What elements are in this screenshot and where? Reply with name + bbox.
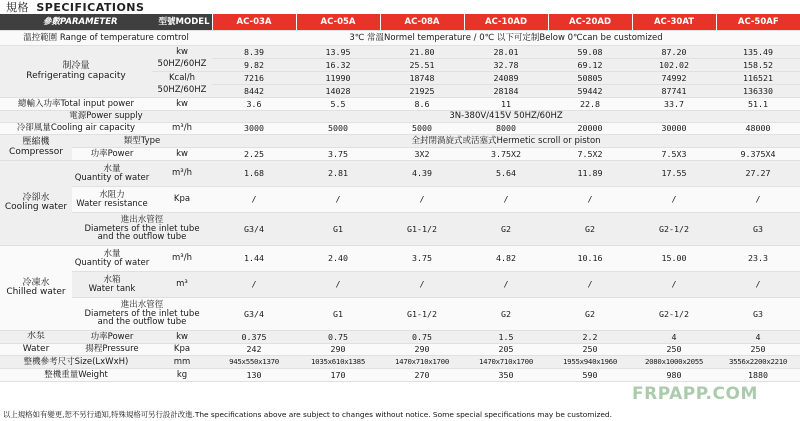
model-label: 型號MODEL [158, 16, 210, 27]
model-col: AC-08A [380, 14, 464, 31]
cooling-water-res-cell: / [716, 187, 800, 213]
compressor-type-value: 全封閉渦旋式或活塞式Hermetic scroll or piston [212, 135, 800, 148]
refrig-unit: 50HZ/60HZ [152, 85, 212, 98]
pump-power-cell: 0.375 [212, 331, 296, 344]
cooling-water-res-cell: / [380, 187, 464, 213]
refrig-kw50-cell: 8.39 [212, 46, 296, 59]
row-total-power [0, 98, 800, 111]
spec-table [0, 14, 800, 382]
chilled-water-qty-cell: 2.40 [296, 246, 380, 272]
chilled-water-tank-cell: / [548, 272, 632, 298]
compressor-type-label: 類型Type [72, 135, 212, 148]
row-cooling-water-qty [0, 161, 800, 187]
size-cell: 1035x610x1385 [296, 356, 380, 369]
chilled-water-tank-cell: / [380, 272, 464, 298]
chilled-water-qty-cell: 10.16 [548, 246, 632, 272]
pump-pressure-cell: 250 [716, 344, 800, 356]
row-cooling-water-pipe [0, 213, 800, 246]
cooling-air-cell: 48000 [716, 123, 800, 135]
refrig-kc60-cell: 28184 [464, 85, 548, 98]
refrig-kc50-cell: 24089 [464, 72, 548, 85]
pump-pressure-label: 揚程Pressure [72, 344, 152, 356]
cooling-water-qty-cell: 17.55 [632, 161, 716, 187]
cooling-water-res-cell: / [464, 187, 548, 213]
row-compressor-power [0, 148, 800, 161]
chilled-water-tank-cell: / [632, 272, 716, 298]
model-col: AC-30AT [632, 14, 716, 31]
weight-cell: 1880 [716, 369, 800, 382]
refrig-kw60-cell: 16.32 [296, 59, 380, 72]
refrig-kc60-cell: 14028 [296, 85, 380, 98]
refrig-label: 制冷量 Refrigerating capacity [0, 46, 152, 98]
cooling-water-qty-label: 水量 Quantity of water [72, 161, 152, 187]
footnote: 以上規格如有變更,恕不另行通知,特殊規格可另行設計改進.The specifications above are subject to changes without notice. Some special specifications may be customized. [3, 410, 612, 419]
cooling-air-cell: 5000 [380, 123, 464, 135]
cooling-water-pipe-cell: G1 [296, 213, 380, 246]
size-cell: 1470x710x1700 [464, 356, 548, 369]
row-pump-power [0, 331, 800, 344]
compressor-power-cell: 7.5X3 [632, 148, 716, 161]
size-cell: 1955x940x1960 [548, 356, 632, 369]
model-col: AC-20AD [548, 14, 632, 31]
cooling-water-pipe-cell: G3/4 [212, 213, 296, 246]
header-row [0, 14, 800, 31]
power-cell: 33.7 [632, 98, 716, 111]
weight-cell: 270 [380, 369, 464, 382]
compressor-power-cell: 7.5X2 [548, 148, 632, 161]
power-unit: kw [152, 98, 212, 111]
param-header [0, 14, 212, 31]
chilled-water-tank-label: 水箱 Water tank [72, 272, 152, 298]
refrig-kc50-cell: 18748 [380, 72, 464, 85]
size-label: 整機參考尺寸Size(LxWxH) [0, 356, 152, 369]
power-cell: 8.6 [380, 98, 464, 111]
chilled-water-pipe-cell: G2-1/2 [632, 298, 716, 331]
pump-pressure-unit: Kpa [152, 344, 212, 356]
refrig-kw60-cell: 102.02 [632, 59, 716, 72]
page-title-zh: 規格 [6, 1, 29, 14]
cooling-water-qty-cell: 1.68 [212, 161, 296, 187]
cooling-water-res-cell: / [212, 187, 296, 213]
pump-label: 水泵 [0, 331, 72, 344]
weight-cell: 350 [464, 369, 548, 382]
refrig-kc50-cell: 11990 [296, 72, 380, 85]
cooling-air-cell: 30000 [632, 123, 716, 135]
cooling-air-cell: 5000 [296, 123, 380, 135]
compressor-power-label: 功率Power [72, 148, 152, 161]
chilled-water-pipe-cell: G3 [716, 298, 800, 331]
refrig-kc60-cell: 21925 [380, 85, 464, 98]
chilled-water-pipe-cell: G2 [548, 298, 632, 331]
pump-power-unit: kw [152, 331, 212, 344]
pump-power-label: 功率Power [72, 331, 152, 344]
pump-pressure-cell: 242 [212, 344, 296, 356]
cooling-water-qty-cell: 5.64 [464, 161, 548, 187]
refrig-kc60-cell: 8442 [212, 85, 296, 98]
row-pump-pressure [0, 344, 800, 356]
row-weight [0, 369, 800, 382]
cooling-water-pipe-cell: G1-1/2 [380, 213, 464, 246]
pump-pressure-cell: 290 [380, 344, 464, 356]
refrig-kc50-cell: 50805 [548, 72, 632, 85]
chilled-water-pipe-cell: G2 [464, 298, 548, 331]
refrig-unit: kw [176, 46, 188, 57]
size-cell: 1470x710x1700 [380, 356, 464, 369]
cooling-water-pipe-cell: G2-1/2 [632, 213, 716, 246]
chilled-water-pipe-cell: G3/4 [212, 298, 296, 331]
refrig-kw50-cell: 28.01 [464, 46, 548, 59]
row-temp-range [0, 31, 800, 46]
refrig-kc50-cell: 74992 [632, 72, 716, 85]
pump-pressure-cell: 205 [464, 344, 548, 356]
power-cell: 3.6 [212, 98, 296, 111]
refrig-kw60-cell: 25.51 [380, 59, 464, 72]
refrig-kw60-cell: 69.12 [548, 59, 632, 72]
refrig-kw50-cell: 21.80 [380, 46, 464, 59]
refrig-kw50-cell: 87.20 [632, 46, 716, 59]
cooling-water-res-cell: / [296, 187, 380, 213]
pump-pressure-cell: 290 [296, 344, 380, 356]
cooling-air-cell: 8000 [464, 123, 548, 135]
refrig-kw50-cell: 59.08 [548, 46, 632, 59]
compressor-power-cell: 3X2 [380, 148, 464, 161]
compressor-power-cell: 2.25 [212, 148, 296, 161]
pump-power-cell: 2.2 [548, 331, 632, 344]
chilled-water-qty-unit: m³/h [152, 246, 212, 272]
power-cell: 5.5 [296, 98, 380, 111]
cooling-air-unit: m³/h [152, 123, 212, 135]
chilled-water-qty-cell: 23.3 [716, 246, 800, 272]
pump-label-en: Water [0, 344, 72, 356]
chilled-water-label: 冷凍水 Chilled water [0, 246, 72, 331]
temp-value: 3℃ 常溫Normel temperature / 0℃ 以下可定制Below 0℃can be customized [212, 31, 800, 46]
chilled-water-qty-cell: 15.00 [632, 246, 716, 272]
weight-cell: 590 [548, 369, 632, 382]
pump-power-cell: 0.75 [296, 331, 380, 344]
row-power-supply [0, 111, 800, 123]
power-cell: 11 [464, 98, 548, 111]
refrig-kw50-cell: 13.95 [296, 46, 380, 59]
cooling-water-qty-cell: 4.39 [380, 161, 464, 187]
row-chilled-water-tank [0, 272, 800, 298]
page-title-en: SPECIFICATIONS [36, 1, 145, 14]
refrig-unit: 50HZ/60HZ [152, 59, 212, 72]
pump-pressure-cell: 250 [632, 344, 716, 356]
compressor-power-cell: 3.75 [296, 148, 380, 161]
row-chilled-water-qty [0, 246, 800, 272]
model-col: AC-10AD [464, 14, 548, 31]
weight-cell: 980 [632, 369, 716, 382]
cooling-water-res-cell: / [632, 187, 716, 213]
site-watermark: FRPAPP.COM [632, 384, 758, 404]
chilled-water-tank-unit: m³ [152, 272, 212, 298]
pump-power-cell: 1.5 [464, 331, 548, 344]
row-refrig-kw50 [0, 46, 800, 59]
model-col: AC-03A [212, 14, 296, 31]
cooling-water-pipe-label: 進出水管徑 Diameters of the inlet tube and the outflow tube [72, 213, 212, 246]
size-unit: mm [152, 356, 212, 369]
chilled-water-tank-cell: / [212, 272, 296, 298]
temp-label: 溫控範圍 Range of temperature comtrol [0, 31, 212, 46]
chilled-water-tank-cell: / [464, 272, 548, 298]
chilled-water-pipe-cell: G1 [296, 298, 380, 331]
cooling-water-qty-cell: 11.89 [548, 161, 632, 187]
cooling-water-qty-cell: 2.81 [296, 161, 380, 187]
refrig-kw60-cell: 158.52 [716, 59, 800, 72]
refrig-kc60-cell: 59442 [548, 85, 632, 98]
param-label: 參數PARAMETER [42, 16, 118, 27]
refrig-kw60-cell: 32.78 [464, 59, 548, 72]
model-col: AC-05A [296, 14, 380, 31]
chilled-water-tank-cell: / [716, 272, 800, 298]
supply-value: 3N-380V/415V 50HZ/60HZ [212, 111, 800, 123]
compressor-power-unit: kw [152, 148, 212, 161]
chilled-water-pipe-cell: G1-1/2 [380, 298, 464, 331]
cooling-air-cell: 20000 [548, 123, 632, 135]
compressor-power-cell: 9.375X4 [716, 148, 800, 161]
chilled-water-qty-label: 水量 Quantity of water [72, 246, 152, 272]
weight-cell: 170 [296, 369, 380, 382]
chilled-water-qty-cell: 3.75 [380, 246, 464, 272]
pump-power-cell: 4 [716, 331, 800, 344]
row-compressor-type [0, 135, 800, 148]
refrig-kc50-cell: 116521 [716, 72, 800, 85]
chilled-water-tank-cell: / [296, 272, 380, 298]
cooling-water-qty-cell: 27.27 [716, 161, 800, 187]
cooling-air-cell: 3000 [212, 123, 296, 135]
refrig-kc50-cell: 7216 [212, 72, 296, 85]
size-cell: 3556x2200x2210 [716, 356, 800, 369]
row-cooling-air [0, 123, 800, 135]
cooling-water-res-cell: / [548, 187, 632, 213]
row-chilled-water-pipe [0, 298, 800, 331]
pump-power-cell: 0.75 [380, 331, 464, 344]
compressor-power-cell: 3.75X2 [464, 148, 548, 161]
row-size [0, 356, 800, 369]
cooling-water-pipe-cell: G2 [464, 213, 548, 246]
supply-label: 電源Power supply [0, 111, 212, 123]
model-col: AC-50AF [716, 14, 800, 31]
refrig-kc60-cell: 136330 [716, 85, 800, 98]
chilled-water-qty-cell: 1.44 [212, 246, 296, 272]
weight-unit: kg [152, 369, 212, 382]
chilled-water-qty-cell: 4.82 [464, 246, 548, 272]
refrig-kw60-cell: 9.82 [212, 59, 296, 72]
weight-label: 整機重量Weight [0, 369, 152, 382]
pump-pressure-cell: 250 [548, 344, 632, 356]
pump-power-cell: 4 [632, 331, 716, 344]
size-cell: 945x550x1370 [212, 356, 296, 369]
refrig-kc60-cell: 87741 [632, 85, 716, 98]
cooling-water-res-unit: Kpa [152, 187, 212, 213]
power-cell: 51.1 [716, 98, 800, 111]
row-cooling-water-res [0, 187, 800, 213]
power-label: 總輸入功率Total input power [0, 98, 152, 111]
cooling-water-pipe-cell: G3 [716, 213, 800, 246]
cooling-water-qty-unit: m³/h [152, 161, 212, 187]
size-cell: 2080x1000x2055 [632, 356, 716, 369]
chilled-water-pipe-label: 進出水管徑 Diameters of the inlet tube and the outflow tube [72, 298, 212, 331]
cooling-air-label: 冷卻風量Cooling air capacity [0, 123, 152, 135]
refrig-unit: Kcal/h [168, 72, 196, 83]
cooling-water-pipe-cell: G2 [548, 213, 632, 246]
weight-cell: 130 [212, 369, 296, 382]
power-cell: 22.8 [548, 98, 632, 111]
cooling-water-label: 冷卻水 Cooling water [0, 161, 72, 246]
compressor-label: 壓縮機 Compressor [0, 135, 72, 161]
refrig-kw50-cell: 135.49 [716, 46, 800, 59]
cooling-water-res-label: 水阻力 Water resistance [72, 187, 152, 213]
